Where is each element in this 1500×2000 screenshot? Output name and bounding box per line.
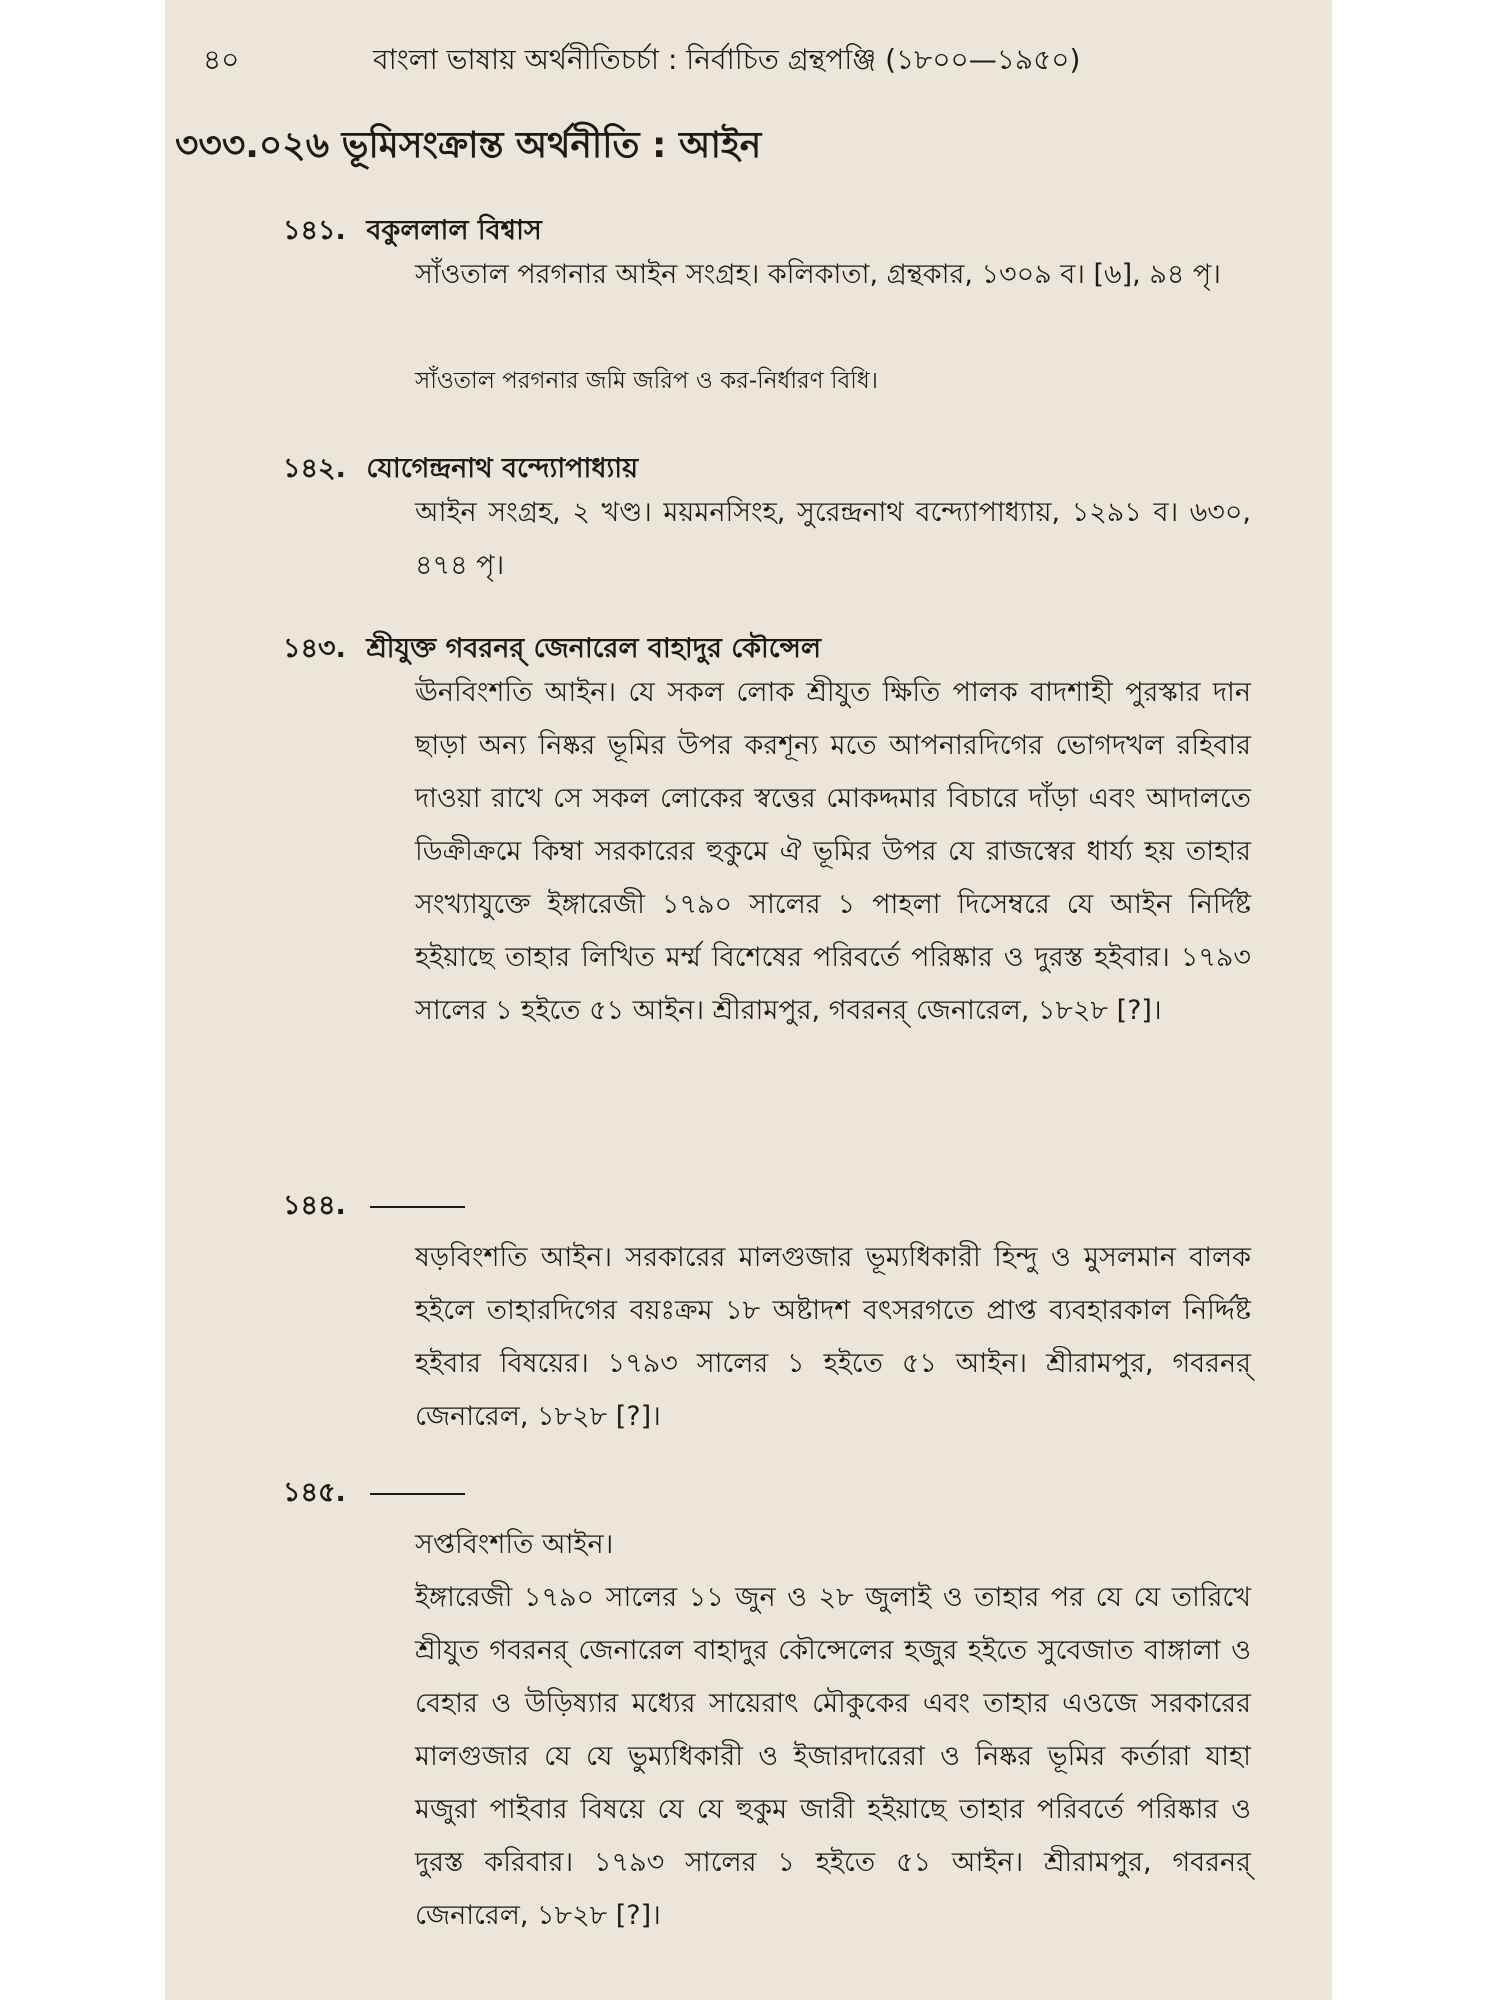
- running-title: বাংলা ভাষায় অর্থনীতিচর্চা : নির্বাচিত গ্রন্থপঞ্জি (১৮০০—১৯৫০): [373, 43, 1081, 76]
- page-number: ৪০: [203, 43, 240, 76]
- book-page: [165, 0, 1332, 2000]
- entry-heading: [283, 1185, 465, 1230]
- entry-heading: [283, 1472, 465, 1517]
- entry-author: যোগেন্দ্রনাথ বন্দ্যোপাধ্যায়: [366, 453, 639, 484]
- page-header: [203, 38, 1303, 88]
- entry-title-line: সপ্তবিংশতি আইন।: [415, 1529, 614, 1560]
- entry-body: ষড়বিংশতি আইন। সরকারের মালগুজার ভূম্যধিকারী হিন্দু ও মুসলমান বালক হইলে তাহারদিগের বয়ঃক্রম ১৮ অষ্টাদশ বৎসরগতে প্রাপ্ত ব্যবহারকাল নির্দ্দিষ্ট হইবার বিষয়ের। ১৭৯৩ সালের ১ হইতে ৫১ আইন। শ্রীরামপুর, গবরনর্ জেনারেল, ১৮২৮ [?]।: [415, 1242, 1251, 1432]
- entry-number: ১৪১.: [283, 215, 346, 246]
- section-heading: ৩৩৩.০২৬ ভূমিসংক্রান্ত অর্থনীতি : আইন: [175, 125, 762, 166]
- author-repeat-dash: [370, 1493, 465, 1495]
- entry-author: বকুললাল বিশ্বাস: [366, 215, 542, 246]
- entry-note: সাঁওতাল পরগনার জমি জরিপ ও কর-নির্ধারণ বিধি।: [415, 368, 878, 394]
- author-repeat-dash: [370, 1206, 465, 1208]
- entry-number: ১৪৩.: [283, 633, 346, 664]
- entry-body: আইন সংগ্রহ, ২ খণ্ড। ময়মনসিংহ, সুরেন্দ্রনাথ বন্দ্যোপাধ্যায়, ১২৯১ ব। ৬৩০, ৪৭৪ পৃ।: [415, 497, 1251, 581]
- entry-number: ১৪৫.: [283, 1477, 346, 1508]
- entry-number: ১৪৪.: [283, 1190, 346, 1221]
- entry-body: ইঙ্গারেজী ১৭৯০ সালের ১১ জুন ও ২৮ জুলাই ও তাহার পর যে যে তারিখে শ্রীযুত গবরনর্ জেনারেল বাহাদুর কৌন্সেলের হজুর হইতে সুবেজাত বাঙ্গালা ও বেহার ও উড়িষ্যার মধ্যের সায়েরাৎ মৌকুকের এবং তাহার এওজে সরকারের মালগুজার যে যে ভুম্যধিকারী ও ইজারদারেরা ও নিষ্কর ভূমির কর্তারা যাহা মজুরা পাইবার বিষয়ে যে যে হুকুম জারী হইয়াছে তাহার পরিবর্তে পরিষ্কার ও দুরস্ত করিবার। ১৭৯৩ সালের ১ হইতে ৫১ আইন। শ্রীরামপুর, গবরনর্ জেনারেল, ১৮২৮ [?]।: [415, 1582, 1251, 1931]
- entry-body: সাঁওতাল পরগনার আইন সংগ্রহ। কলিকাতা, গ্রন্থকার, ১৩০৯ ব। [৬], ৯৪ পৃ।: [415, 259, 1221, 290]
- entry-author: শ্রীযুক্ত গবরনর্ জেনারেল বাহাদুর কৌন্সেল: [366, 633, 821, 664]
- entry-number: ১৪২.: [283, 453, 346, 484]
- entry-body: ঊনবিংশতি আইন। যে সকল লোক শ্রীযুত ক্ষিতি পালক বাদশাহী পুরস্কার দান ছাড়া অন্য নিষ্কর ভূমির উপর করশূন্য মতে আপনারদিগের ভোগদখল রহিবার দাওয়া রাখে সে সকল লোকের স্বত্তের মোকদ্দমার বিচারে দাঁড়া এবং আদালতে ডিক্রীক্রমে কিম্বা সরকারের হুকুমে ঐ ভূমির উপর যে রাজস্বের ধার্য্য হয় তাহার সংখ্যাযুক্তে ইঙ্গারেজী ১৭৯০ সালের ১ পাহলা দিসেম্বরে যে আইন নির্দিষ্ট হইয়াছে তাহার লিখিত মর্ম্ম বিশেষের পরিবর্তে পরিষ্কার ও দুরস্ত হইবার। ১৭৯৩ সালের ১ হইতে ৫১ আইন। শ্রীরামপুর, গবরনর্ জেনারেল, ১৮২৮ [?]।: [415, 677, 1251, 1026]
